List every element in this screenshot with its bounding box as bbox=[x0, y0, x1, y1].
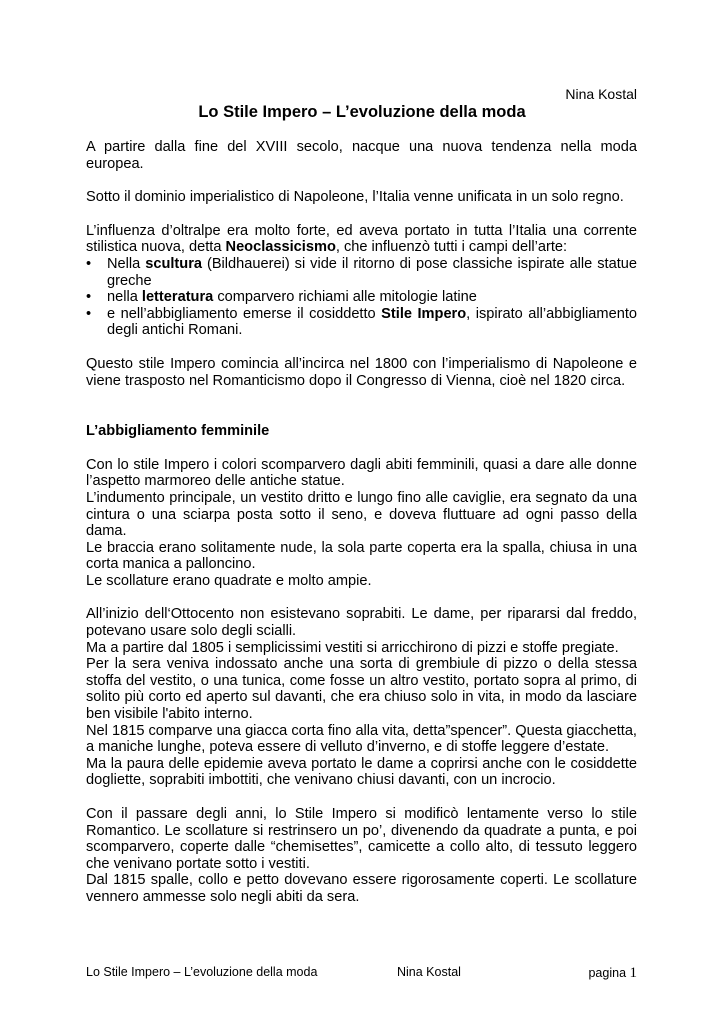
list-item: • Nella scultura (Bildhauerei) si vide il ritorno di pose classiche ispirate alle statue greche bbox=[86, 255, 637, 289]
bullet-icon: • bbox=[86, 305, 92, 322]
footer-author: Nina Kostal bbox=[397, 965, 461, 979]
document-body bbox=[86, 139, 637, 906]
section-paragraph: Le braccia erano solitamente nude, la sola parte coperta era la spalla, chiusa in una corta manica a palloncino. bbox=[86, 539, 637, 573]
intro-paragraph-4: Questo stile Impero comincia all’incirca nel 1800 con l’imperialismo di Napoleone e viene trasposto nel Romanticismo dopo il Congresso di Vienna, cioè nel 1820 circa. bbox=[86, 355, 637, 389]
intro-paragraph-1: A partire dalla fine del XVIII secolo, nacque una nuova tendenza nella moda europea. bbox=[86, 139, 637, 172]
page-number: pagina 1 bbox=[588, 965, 637, 981]
section-paragraph: Nel 1815 comparve una giacca corta fino alla vita, detta”spencer”. Questa giacchetta, a maniche lunghe, poteva essere di velluto d’inverno, e di stoffe leggere d’estate. bbox=[86, 722, 637, 756]
section-paragraph: Le scollature erano quadrate e molto ampie. bbox=[86, 572, 372, 589]
section-paragraph: L’indumento principale, un vestito dritto e lungo fino alle caviglie, era segnato da una cintura o una sciarpa posta sotto il seno, e doveva fluttuare ad ogni passo della dama. bbox=[86, 489, 637, 540]
list-item: • e nell’abbigliamento emerse il cosiddetto Stile Impero, ispirato all’abbigliamento degli antichi Romani. bbox=[86, 305, 637, 339]
intro-paragraph-2: Sotto il dominio imperialistico di Napoleone, l’Italia venne unificata in un solo regno. bbox=[86, 189, 624, 206]
section-paragraph: Con il passare degli anni, lo Stile Impero si modificò lentamente verso lo stile Romantico. Le scollature si restrinsero un po’, divenendo da quadrate a punta, e poi scomparvero, coperte dalle “chemisettes”, camicette a collo alto, di tessuto leggero che venivano portate sotto i vestiti. bbox=[86, 806, 637, 872]
section-paragraph: Ma la paura delle epidemie aveva portato le dame a coprirsi anche con le cosiddette dogliette, soprabiti imbottiti, che venivano chiusi davanti, con un incrocio. bbox=[86, 755, 637, 789]
section-paragraph: All’inizio dell‘Ottocento non esistevano soprabiti. Le dame, per ripararsi dal freddo, potevano usare solo degli scialli. bbox=[86, 606, 637, 640]
bullet-icon: • bbox=[86, 289, 92, 306]
bullet-list bbox=[86, 256, 637, 339]
document-title: Lo Stile Impero – L’evoluzione della moda bbox=[198, 103, 526, 121]
footer-title: Lo Stile Impero – L’evoluzione della moda bbox=[86, 965, 318, 979]
intro-paragraph-3: L’influenza d’oltralpe era molto forte, ed aveva portato in tutta l’Italia una corrente stilistica nuova, detta Neoclassicismo, che influenzò tutti i campi dell’arte: bbox=[86, 222, 637, 256]
bold-term: Neoclassicismo bbox=[225, 239, 336, 256]
list-item: • nella letteratura comparvero richiami alle mitologie latine bbox=[86, 289, 477, 306]
section-paragraph: Per la sera veniva indossato anche una sorta di grembiule di pizzo o della stessa stoffa del vestito, o una tunica, come fosse un altro vestito, portato sopra al primo, di solito più corto ed aperto sul davanti, che era chiuso solo in vita, in modo da lasciare ben visibile l'abito interno. bbox=[86, 656, 637, 723]
section-paragraph: Con lo stile Impero i colori scomparvero dagli abiti femminili, quasi a dare alle donne l’aspetto marmoreo delle antiche statue. bbox=[86, 456, 637, 490]
bullet-icon: • bbox=[86, 255, 92, 272]
section-heading: L’abbigliamento femminile bbox=[86, 423, 270, 440]
section-paragraph: Ma a partire dal 1805 i semplicissimi vestiti si arricchirono di pizzi e stoffe pregiate. bbox=[86, 639, 619, 656]
section-paragraph: Dal 1815 spalle, collo e petto dovevano essere rigorosamente coperti. Le scollature vennero ammesse solo negli abiti da sera. bbox=[86, 872, 637, 905]
header-author: Nina Kostal bbox=[565, 86, 637, 102]
